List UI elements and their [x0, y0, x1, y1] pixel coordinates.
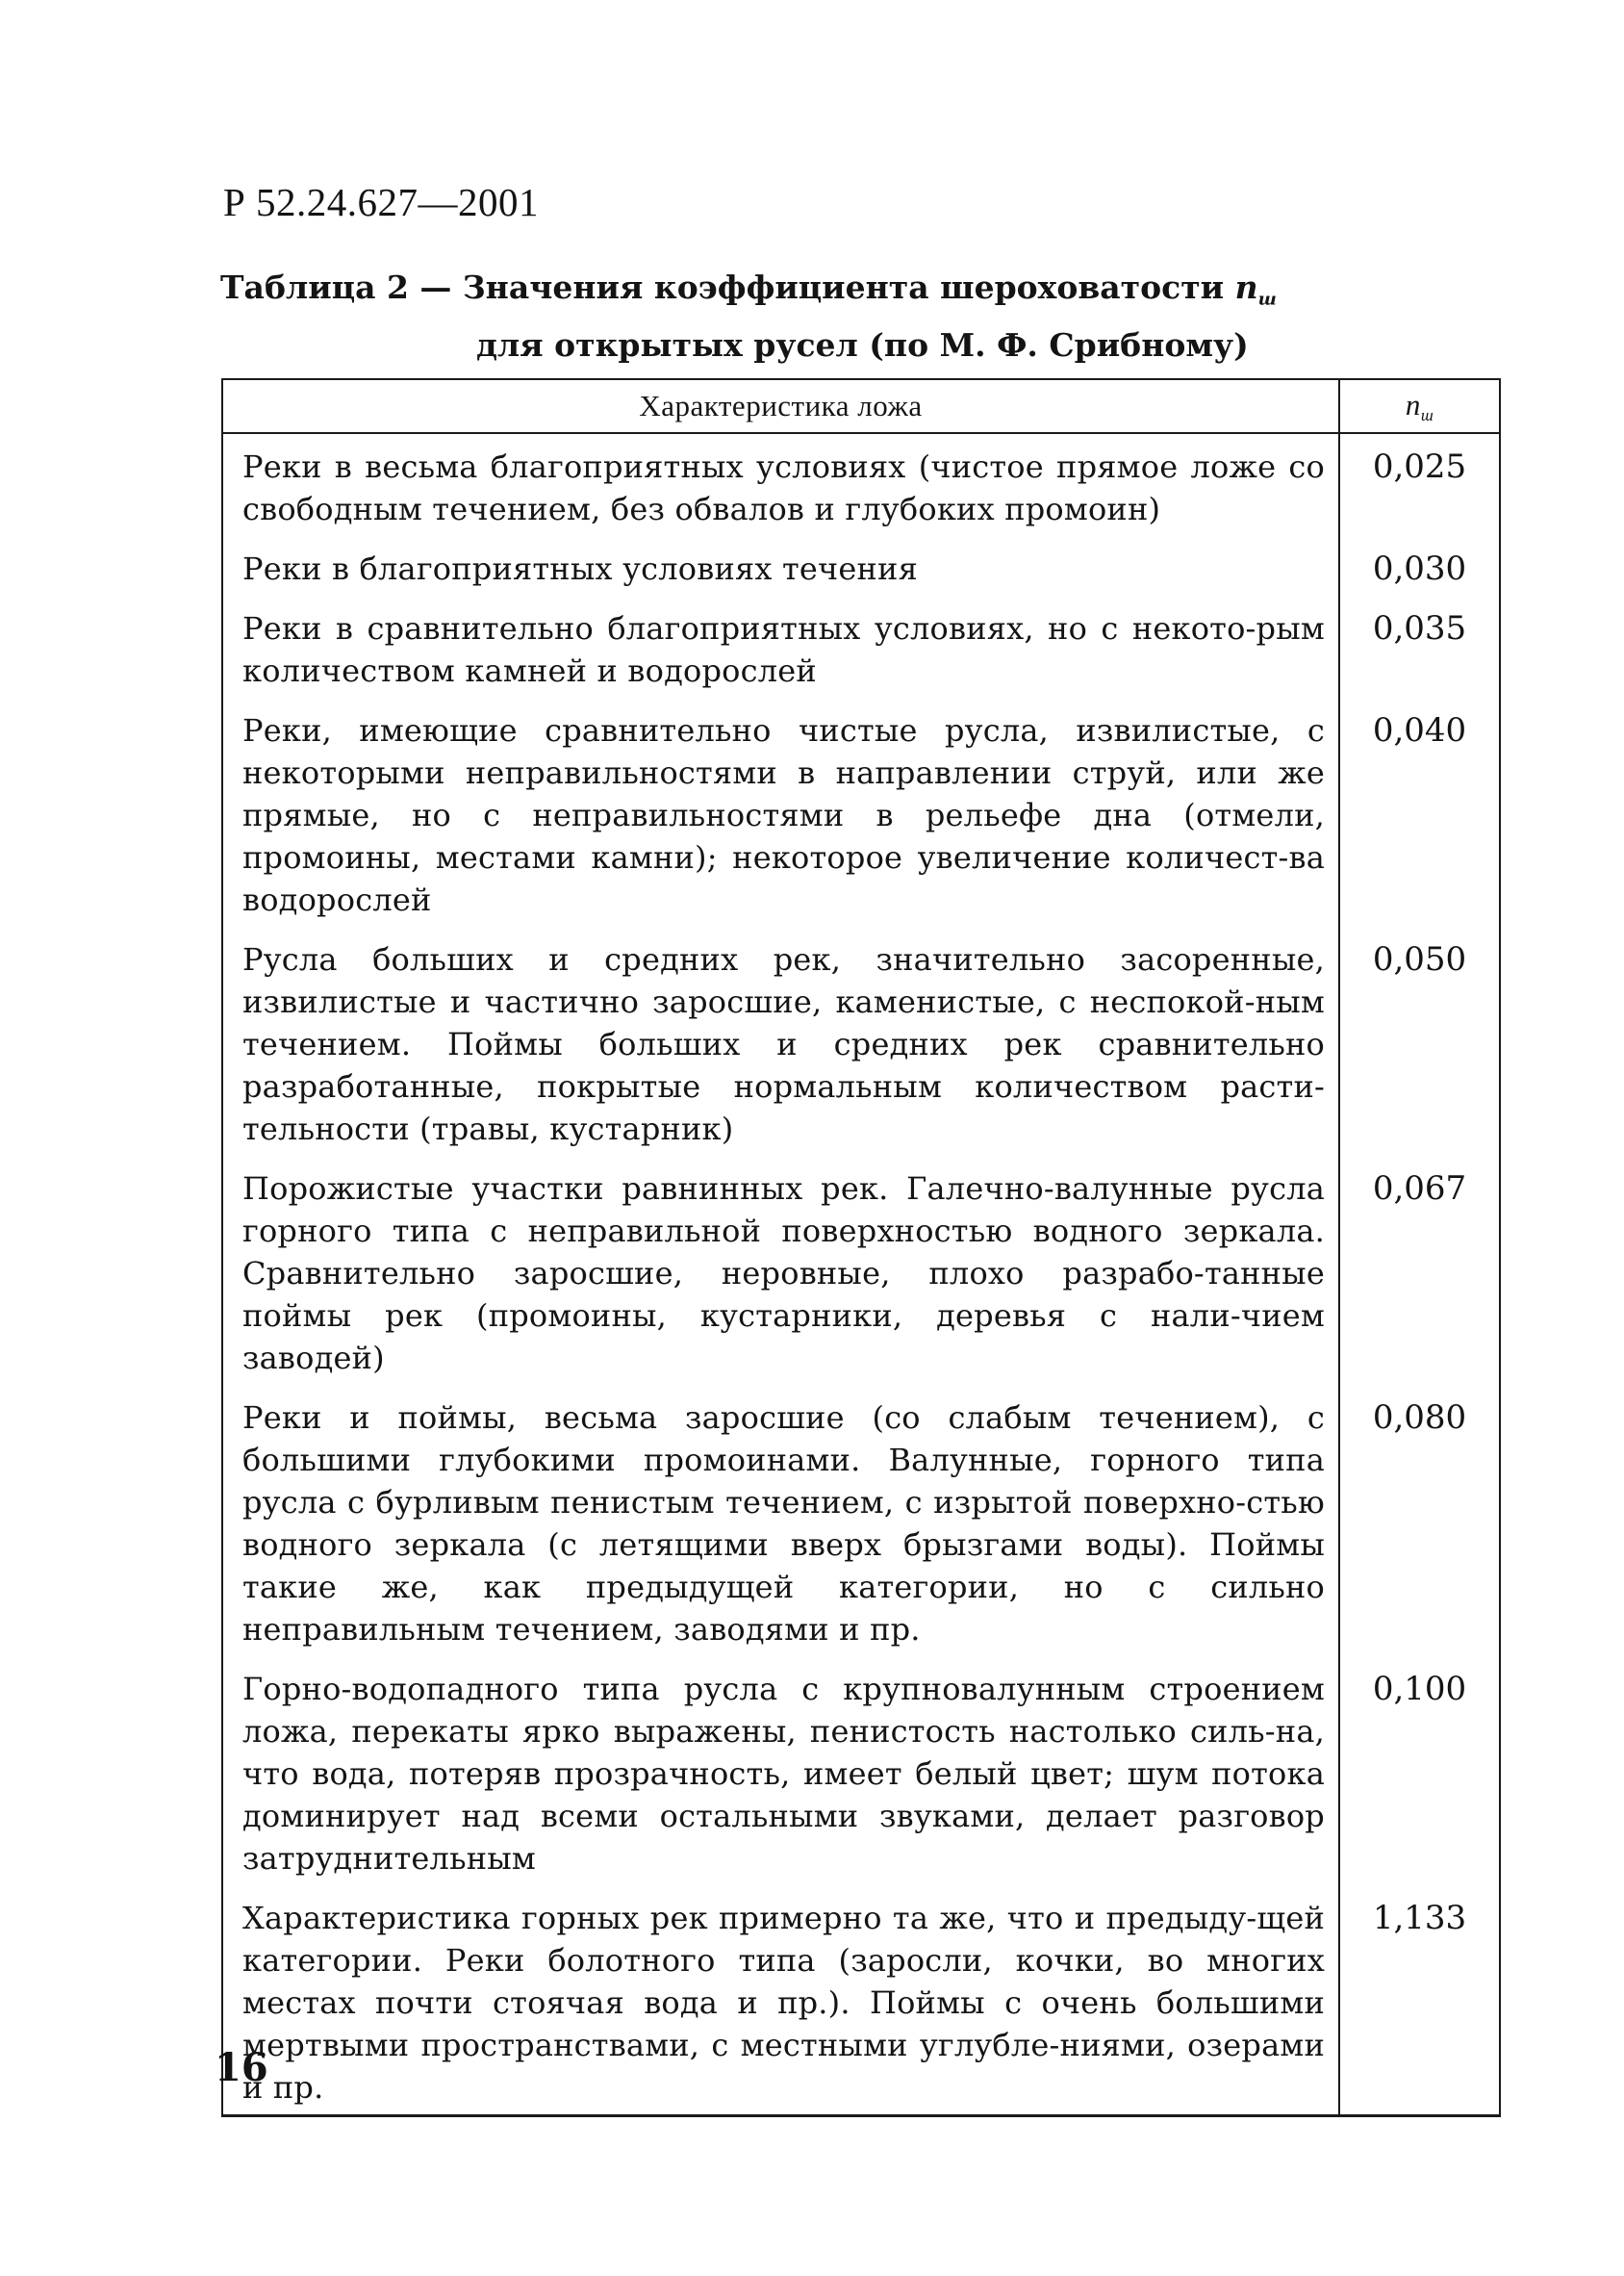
row-value: 0,035: [1372, 609, 1467, 648]
caption-symbol-subscript: ш: [1257, 289, 1277, 310]
caption-line-1: Таблица 2 — Значения коэффициента шероховатости: [220, 269, 1235, 306]
table-row: [223, 698, 1499, 927]
row-description: Реки в благоприятных условиях течения: [223, 536, 1339, 596]
roughness-table: [223, 380, 1499, 2114]
table-row: [223, 596, 1499, 698]
row-value: 0,040: [1372, 711, 1467, 750]
row-description: Порожистые участки равнинных рек. Галечно-валунные русла горного типа с неправильной поверхностью водного зеркала. Сравнительно заросшие, неровные, плохо разрабо-танные поймы рек (промоины, кустарники, деревья с нали-чием заводей): [223, 1156, 1339, 1385]
caption-line-2: для открытых русел (по М. Ф. Срибному): [476, 326, 1249, 365]
caption-symbol-main: n: [1234, 269, 1258, 306]
table-header-row: [223, 380, 1499, 433]
row-value: 0,067: [1372, 1169, 1467, 1208]
row-value: 0,100: [1372, 1670, 1467, 1708]
row-value: 0,025: [1372, 448, 1467, 486]
row-description: Реки, имеющие сравнительно чистые русла, извилистые, с некоторыми неправильностями в направлении струй, или же прямые, но с неправильностями в рельефе дна (отмели, промоины, местами камни); некоторое увеличение количест-ва водорослей: [223, 698, 1339, 927]
row-description: Реки в весьма благоприятных условиях (чистое прямое ложе со свободным течением, без обвалов и глубоких промоин): [223, 433, 1339, 536]
table-row: [223, 1156, 1499, 1385]
row-value: 0,080: [1372, 1398, 1467, 1437]
table-row: [223, 1656, 1499, 1885]
row-description: Горно-водопадного типа русла с крупновалунным строением ложа, перекаты ярко выражены, пенистость настолько силь-на, что вода, потеряв прозрачность, имеет белый цвет; шум потока доминирует над всеми остальными звуками, делает разговор затруднительным: [223, 1656, 1339, 1885]
row-value: 0,030: [1372, 550, 1467, 588]
row-description: Русла больших и средних рек, значительно засоренные, извилистые и частично заросшие, каменистые, с неспокой-ным течением. Поймы больших и средних рек сравнительно разработанные, покрытые нормальным количеством расти-тельности (травы, кустарник): [223, 927, 1339, 1156]
table-row: [223, 927, 1499, 1156]
header-description: Характеристика ложа: [223, 380, 1339, 433]
header-value: [1339, 380, 1499, 433]
page-number: 16: [215, 2045, 268, 2090]
document-code: Р 52.24.627—2001: [223, 180, 540, 224]
table-row: [223, 1385, 1499, 1656]
roughness-table-frame: [221, 378, 1501, 2117]
table-row: [223, 536, 1499, 596]
table-row: [223, 433, 1499, 536]
row-description: Реки в сравнительно благоприятных условиях, но с некото-рым количеством камней и водорослей: [223, 596, 1339, 698]
header-value-symbol: n: [1405, 387, 1421, 422]
row-value: 1,133: [1372, 1899, 1467, 1937]
header-value-subscript: ш: [1420, 405, 1434, 424]
row-description: Характеристика горных рек примерно та же, что и предыду-щей категории. Реки болотного типа (заросли, кочки, во многих местах почти стоячая вода и пр.). Поймы с очень большими мертвыми пространствами, с местными углубле-ниями, озерами и пр.: [223, 1885, 1339, 2114]
row-description: Реки и поймы, весьма заросшие (со слабым течением), с большими глубокими промоинами. Валунные, горного типа русла с бурливым пенистым течением, с изрытой поверхно-стью водного зеркала (с летящими вверх брызгами воды). Поймы такие же, как предыдущей категории, но с сильно неправильным течением, заводями и пр.: [223, 1385, 1339, 1656]
row-value: 0,050: [1372, 940, 1467, 979]
table-caption: [220, 265, 1298, 369]
table-row: [223, 1885, 1499, 2114]
caption-symbol: [1234, 269, 1277, 310]
